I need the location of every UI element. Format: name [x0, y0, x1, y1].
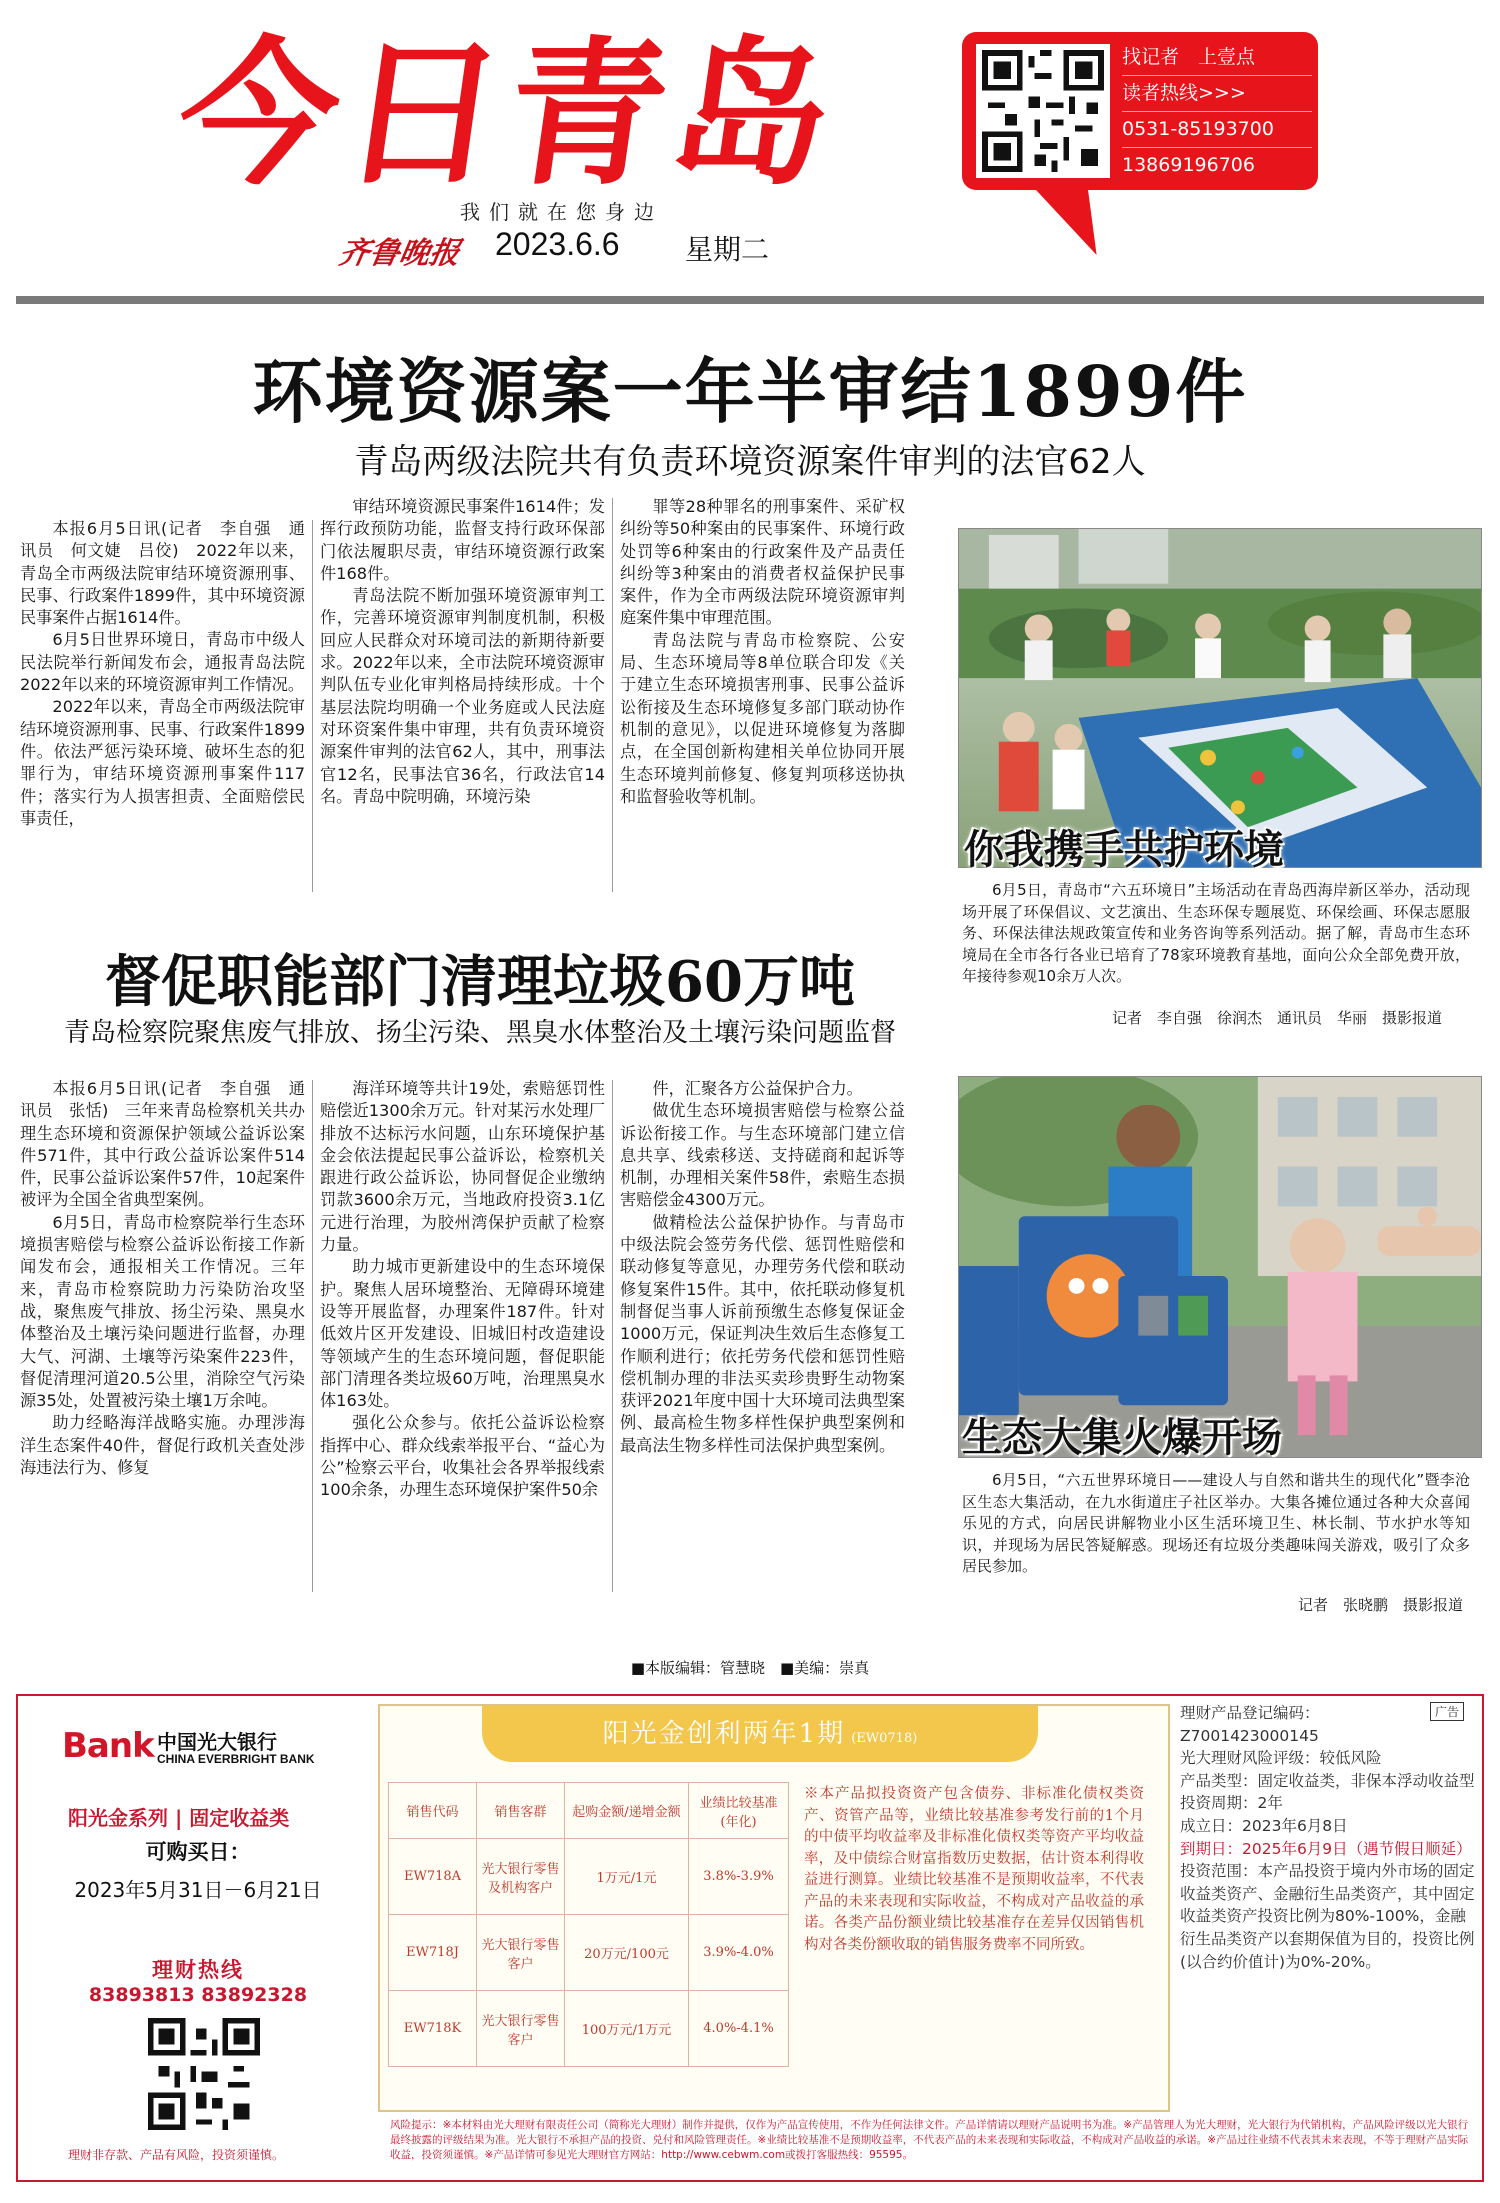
product-title-banner: [482, 1706, 1038, 1762]
story2-subhead: 青岛检察院聚焦废气排放、扬尘污染、黑臭水体整治及土壤污染问题监督: [63, 1018, 896, 1048]
paragraph: 做精检法公益保护协作。与青岛市中级法院会签劳务代偿、惩罚性赔偿和联动修复等意见，办理劳务代偿和联动修复案件15件。其中，依托联动修复机制督促当事人诉前预缴生态修复保证金1000万元，保证判决生效后生态修复工作顺利进行；依托劳务代偿和惩罚性赔偿机制办理的非法买卖珍贵野生动物案获评2021年度中国十大环境司法典型案例、最高检生物多样性保护典型案例和最高法生物多样性司法保护典型案例。: [620, 1212, 905, 1455]
paragraph: 青岛法院与青岛市检察院、公安局、生态环境局等8单位联合印发《关于建立生态环境损害刑事、民事公益诉讼衔接及生态环境修复多部门联动协作机制的意见》，以促进环境修复为落脚点，在全国创新构建相关单位协同开展生态环境判前修复、修复判项移送协执和监督验收等机制。: [620, 630, 905, 806]
paragraph: 强化公众参与。依托公益诉讼检察指挥中心、群众线索举报平台、“益心为公”检察云平台，收集社会各界举报线索100余条，办理生态环境保护案件50余: [320, 1413, 605, 1500]
table-cell: EW718J: [389, 1915, 477, 1991]
product-title: 阳光金创利两年1期: [602, 1719, 846, 1749]
photo1-credit: 记者 李自强 徐润杰 通讯员 华丽 摄影报道: [1112, 1009, 1443, 1027]
paragraph: 做优生态环境损害赔偿与检察公益诉讼衔接工作。与生态环境部门建立信息共享、线索移送、支持磋商和起诉等机制，办理相关案件58件，索赔生态损害赔偿金4300万元。: [620, 1101, 905, 1210]
table-row: [389, 1915, 789, 1991]
table-cell: 20万元/100元: [565, 1915, 689, 1991]
bank-name-en: CHINA EVERBRIGHT BANK: [157, 1752, 315, 1766]
product-details: [1180, 1702, 1480, 2112]
table-cell: 100万元/1万元: [565, 1991, 689, 2067]
detail-line: 产品类型：固定收益类，非保本浮动收益型: [1180, 1771, 1475, 1790]
paragraph: 审结环境资源民事案件1614件；发挥行政预防功能，监督支持行政环保部门依法履职尽责，审结环境资源行政案件168件。: [320, 497, 605, 583]
benchmark-note: ※本产品拟投资资产包含债券、非标准化债权类资产、资管产品等，业绩比较基准参考发行前的1个月的中债平均收益率及非标准化债权类等资产平均收益率，及中债综合财富指数历史数据，估计资本利得收益进行测算。业绩比较基准不是预期收益率，不代表产品的未来表现和实际收益，不构成对产品收益的承诺。各类产品份额业绩比较基准存在差异仅因销售机构对各类份额收取的销售服务费率不同所致。: [804, 1786, 1144, 1953]
paragraph: 助力城市更新建设中的生态环境保护。聚焦人居环境整治、无障碍环境建设等开展监督，办理案件187件。针对低效片区开发建设、旧城旧村改造建设等领域产生的生态环境问题，督促职能部门清理各类垃圾60万吨，治理黑臭水体163处。: [320, 1257, 605, 1411]
product-code: (EW0718): [851, 1731, 918, 1746]
paragraph: 6月5日世界环境日，青岛市中级人民法院举行新闻发布会，通报青岛法院2022年以来的环境资源审判工作情况。: [20, 630, 305, 695]
detail-line: 光大理财风险评级：较低风险: [1180, 1749, 1382, 1768]
paragraph: 件，汇聚各方公益保护合力。: [652, 1079, 863, 1098]
photo-environment-event: [958, 528, 1482, 868]
paper-name: 齐鲁晚报: [336, 236, 463, 271]
table-header: 起购金额/递增金额: [565, 1783, 689, 1839]
issue-weekday: 星期二: [685, 233, 770, 266]
hotline-line-1: 找记者 上壹点: [1122, 40, 1312, 76]
table-cell: EW718K: [389, 1991, 477, 2067]
detail-line: 投资周期：2年: [1180, 1794, 1283, 1813]
column-divider: [312, 1080, 313, 1592]
paragraph: 2022年以来，青岛全市两级法院审结环境资源刑事、民事、行政案件1899件。依法严惩污染环境、破坏生态的犯罪行为，审结环境资源刑事案件117件；落实行为人损害担责、全面赔偿民事责任，: [20, 697, 305, 828]
hotline-label: 理财热线: [152, 1958, 244, 1982]
detail-line-scope: 投资范围：本产品投资于境内外市场的固定收益类资产、金融衍生品类资产，其中固定收益类资产投资比例为80%-100%，金融衍生品类资产以套期保值为目的，投资比例(以合约价值计)为0%-20%。: [1180, 1862, 1475, 1971]
story1-headline: 环境资源案一年半审结1899件: [252, 350, 1248, 433]
buy-dates: 2023年5月31日－6月21日: [74, 1878, 322, 1902]
column-divider: [312, 520, 313, 892]
detail-line: Z7001423000145: [1180, 1726, 1319, 1745]
table-header: 业绩比较基准(年化): [689, 1783, 789, 1839]
masthead-divider: [16, 296, 1484, 304]
bank-logo: [62, 1726, 362, 1776]
table-row: [389, 1839, 789, 1915]
story2-headline: 督促职能部门清理垃圾60万吨: [105, 949, 855, 1015]
masthead-slogan: 我们就在您身边: [460, 200, 663, 224]
ad-risk-disclosure: 风险提示：※本材料由光大理财有限责任公司（简称光大理财）制作并提供，仅作为产品宣传使用，不作为任何法律文件。产品详情请以理财产品说明书为准。※产品管理人为光大理财，光大银行为代销机构，产品风险评级以光大银行最终披露的评级结果为准。光大银行不承担产品的投资、兑付和风险管理责任。※业绩比较基准不是预期收益率，不代表产品的未来表现和实际收益，不构成对产品收益的承诺。※产品过往业绩不代表其未来表现，不等于理财产品实际收益，投资须谨慎。※产品详情可参见光大理财官方网站：http://www.cebwm.com或拨打客服热线：95595。: [390, 2119, 1469, 2161]
hotline-phone-2: 13869196706: [1122, 154, 1255, 176]
table-header: 销售代码: [389, 1783, 477, 1839]
speech-bubble-tail: [1031, 185, 1124, 255]
paragraph: 本报6月5日讯(记者 李自强 通讯员 何文婕 吕佼) 2022年以来，青岛全市两级法院审结环境资源刑事、民事、行政案件1899件，其中环境资源民事案件占据1614件。: [20, 519, 305, 628]
page-editor-credit: ■本版编辑：管慧晓 ■美编：崇真: [630, 1659, 870, 1677]
story2-column-3: [620, 1078, 905, 1598]
detail-line-maturity: 到期日：2025年6月9日（遇节假日顺延）: [1180, 1839, 1472, 1858]
photo2-credit: 记者 张晓鹏 摄影报道: [1298, 1596, 1464, 1614]
column-divider: [612, 1080, 613, 1592]
hotline-phones: 83893813 83892328: [88, 1984, 308, 2006]
story1-column-3: [620, 496, 905, 898]
table-cell: 4.0%-4.1%: [689, 1991, 789, 2067]
ad-product-panel: [378, 1704, 1170, 2112]
product-series: 阳光金系列 | 固定收益类: [68, 1806, 290, 1830]
ad-risk-warning: 理财非存款、产品有风险，投资须谨慎。: [68, 2148, 285, 2162]
paragraph: 海洋环境等共计19处，索赔惩罚性赔偿近1300余万元。针对某污水处理厂排放不达标污水问题，山东环境保护基金会依法提起民事公益诉讼，检察机关跟进行政公益诉讼，协同督促企业缴纳罚款3600余万元，当地政府投资3.1亿元进行治理，为胶州湾保护贡献了检察力量。: [320, 1079, 605, 1255]
detail-line: 成立日：2023年6月8日: [1180, 1816, 1348, 1835]
paragraph: 青岛法院不断加强环境资源审判工作，完善环境资源审判制度机制，积极回应人民群众对环境司法的新期待新要求。2022年以来，全市法院环境资源审判队伍专业化审判格局持续形成。十个基层法院均明确一个业务庭或人民法庭对环资案件集中审理，共有负责环境资源案件审判的法官62人，其中，刑事法官12名，民事法官36名，行政法官14名。青岛中院明确，环境污染: [320, 586, 605, 806]
photo2-caption: 6月5日，“六五世界环境日——建设人与自然和谐共生的现代化”暨李沧区生态大集活动，在九水街道庄子社区举办。大集各摊位通过各种大众喜闻乐见的方式，向居民讲解物业小区生活环境卫生、林长制、节水护水等知识，并现场为居民答疑解惑。现场还有垃圾分类趣味闯关游戏，吸引了众多居民参加。: [962, 1471, 1470, 1575]
buy-label: 可购买日：: [145, 1840, 251, 1864]
story1-column-2: [320, 496, 605, 898]
masthead-title: 今日青岛: [167, 23, 850, 207]
table-cell: 1万元/1元: [565, 1839, 689, 1915]
story1-subhead: 青岛两级法院共有负责环境资源案件审判的法官62人: [354, 442, 1146, 482]
photo2-title: 生态大集火爆开场: [962, 1414, 1282, 1461]
ad-label-badge: 广告: [1430, 1702, 1464, 1721]
photo-eco-fair: [958, 1076, 1482, 1458]
column-divider: [612, 498, 613, 892]
bank-mark-logo: Bank: [62, 1726, 154, 1766]
paragraph: 6月5日，青岛市检察院举行生态环境损害赔偿与检察公益诉讼衔接工作新闻发布会，通报相关工作情况。三年来，青岛市检察院助力污染防治攻坚战，聚焦废气排放、扬尘污染、黑臭水体整治及土壤污染问题进行监督，办理大气、河湖、土壤等污染案件223件，督促清理河道20.5公里，消除空气污染源35处，处置被污染土壤1万余吨。: [20, 1212, 305, 1411]
table-cell: 3.8%-3.9%: [689, 1839, 789, 1915]
bank-advertisement: [16, 1694, 1484, 2182]
paragraph: 罪等28种罪名的刑事案件、采矿权纠纷等50种案由的民事案件、环境行政处罚等6种案由的行政案件及产品责任纠纷等3种案由的消费者权益保护民事案件，作为全市两级法院环境资源审判庭案件集中审理范围。: [620, 497, 905, 628]
table-cell: EW718A: [389, 1839, 477, 1915]
table-cell: 光大银行零售客户: [477, 1915, 565, 1991]
table-row: [389, 1991, 789, 2067]
paragraph: 助力经略海洋战略实施。办理涉海洋生态案件40件，督促行政机关查处涉海违法行为、修复: [20, 1413, 305, 1478]
masthead: [0, 0, 1500, 290]
ad-qr-code-icon[interactable]: [148, 2018, 260, 2130]
table-cell: 3.9%-4.0%: [689, 1915, 789, 1991]
photo1-caption: 6月5日，青岛市“六五环境日”主场活动在青岛西海岸新区举办，活动现场开展了环保倡议、文艺演出、生态环保专题展览、环保绘画、环保志愿服务、环保法律法规政策宣传和业务咨询等系列活动。据了解，青岛市生态环境局在全市各行各业已培育了78家环境教育基地，面向公众全部免费开放，年接待参观10余万人次。: [962, 881, 1470, 985]
hotline-line-2: 读者热线>>>: [1122, 76, 1312, 112]
photo1-title: 你我携手共护环境: [964, 826, 1284, 873]
table-cell: 光大银行零售客户: [477, 1991, 565, 2067]
hotline-phone-1: 0531-85193700: [1122, 112, 1312, 148]
story1-column-1: [20, 518, 305, 898]
table-cell: 光大银行零售及机构客户: [477, 1839, 565, 1915]
reader-hotline-box: [962, 32, 1318, 190]
detail-line: 理财产品登记编码：: [1180, 1704, 1320, 1722]
qr-code-icon[interactable]: [976, 44, 1110, 178]
story2-column-2: [320, 1078, 605, 1598]
table-header: 销售客群: [477, 1783, 565, 1839]
story2-column-1: [20, 1078, 305, 1598]
ad-left-panel: [18, 1696, 368, 2180]
product-table: [388, 1782, 789, 2067]
issue-date: 2023.6.6: [495, 226, 620, 262]
paragraph: 本报6月5日讯(记者 李自强 通讯员 张恬) 三年来青岛检察机关共办理生态环境和资源保护领域公益诉讼案件571件，其中行政公益诉讼案件514件，民事公益诉讼案件57件，10起案件被评为全国全省典型案例。: [20, 1079, 305, 1210]
bank-name-cn: 中国光大银行: [157, 1730, 277, 1754]
